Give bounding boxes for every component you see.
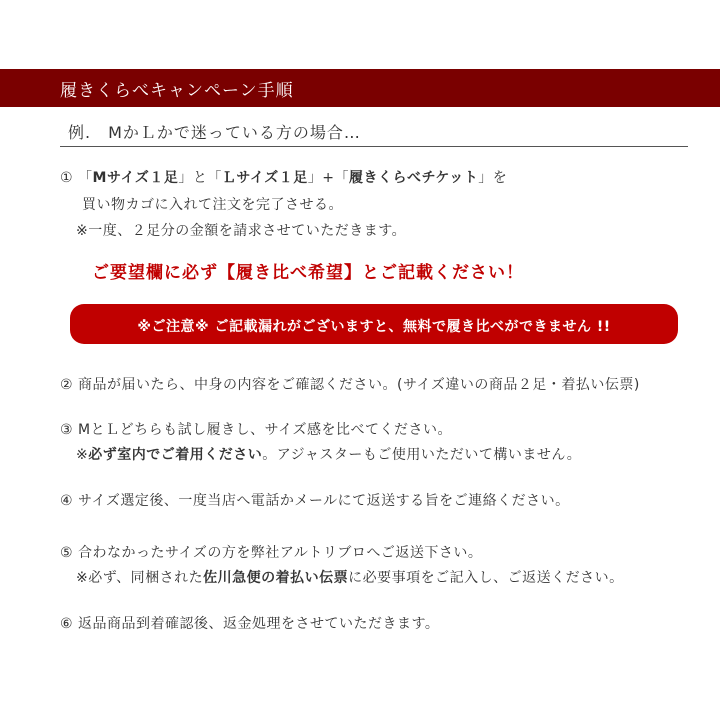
step-1-quote-and: 」と「	[178, 170, 222, 186]
step-3-note	[76, 444, 581, 464]
page-title: 履きくらべキャンペーン手順	[60, 81, 294, 101]
step-2-number: ②	[60, 377, 74, 393]
step-3-line-1	[60, 419, 452, 439]
step-1-quote-open: 「	[78, 170, 93, 186]
step-5-note-bold: 佐川急便の着払い伝票	[203, 570, 349, 586]
step-6-text: 返品商品到着確認後、返金処理をさせていただきます。	[78, 616, 440, 632]
example-heading: 例. MかＬかで迷っている方の場合…	[68, 123, 361, 142]
step-3-note-bold: 必ず室内でご着用ください	[88, 447, 263, 463]
step-6-number: ⑥	[60, 616, 74, 632]
step-1-line-1	[60, 167, 507, 187]
step-4-number: ④	[60, 493, 74, 509]
step-5-number: ⑤	[60, 545, 74, 561]
request-notice: ご要望欄に必ず【履き比べ希望】とご記載ください！	[92, 263, 524, 283]
step-1-quote-plus: 」+「	[307, 170, 349, 186]
caution-text: ※ご注意※ ご記載漏れがございますと、無料で履き比べができません !!	[137, 319, 611, 335]
step-3-note-rest: 。アジャスターもご使用いただいて構いません。	[262, 447, 582, 463]
step-5-text: 合わなかったサイズの方を弊社アルトリブロへご返送下さい。	[78, 545, 483, 561]
step-1-item-ticket: 履きくらべチケット	[348, 170, 479, 186]
divider	[60, 146, 688, 147]
step-1-number: ①	[60, 170, 74, 186]
step-6	[60, 613, 439, 633]
step-5-note-rest: に必要事項をご記入し、ご返送ください。	[348, 570, 624, 586]
step-5-note-prefix: ※必ず、同梱された	[76, 570, 204, 586]
step-1-item-m: Mサイズ１足	[92, 170, 179, 186]
step-5-note	[76, 567, 624, 587]
step-2	[60, 374, 640, 394]
step-4-text: サイズ選定後、一度当店へ電話かメールにて返送する旨をご連絡ください。	[78, 493, 570, 509]
step-1-quote-close: 」を	[478, 170, 508, 186]
step-1-item-l: Ｌサイズ１足	[221, 170, 308, 186]
step-2-text: 商品が届いたら、中身の内容をご確認ください。(サイズ違いの商品２足・着払い伝票)	[78, 377, 640, 393]
step-3-number: ③	[60, 422, 74, 438]
step-1-note: ※一度、２足分の金額を請求させていただきます。	[76, 223, 407, 239]
step-1-line-2: 買い物カゴに入れて注文を完了させる。	[82, 197, 343, 213]
step-3-text: MとＬどちらも試し履きし、サイズ感を比べてください。	[78, 422, 452, 438]
step-5-line-1	[60, 542, 482, 562]
step-4	[60, 490, 570, 510]
step-3-note-prefix: ※	[76, 447, 89, 463]
